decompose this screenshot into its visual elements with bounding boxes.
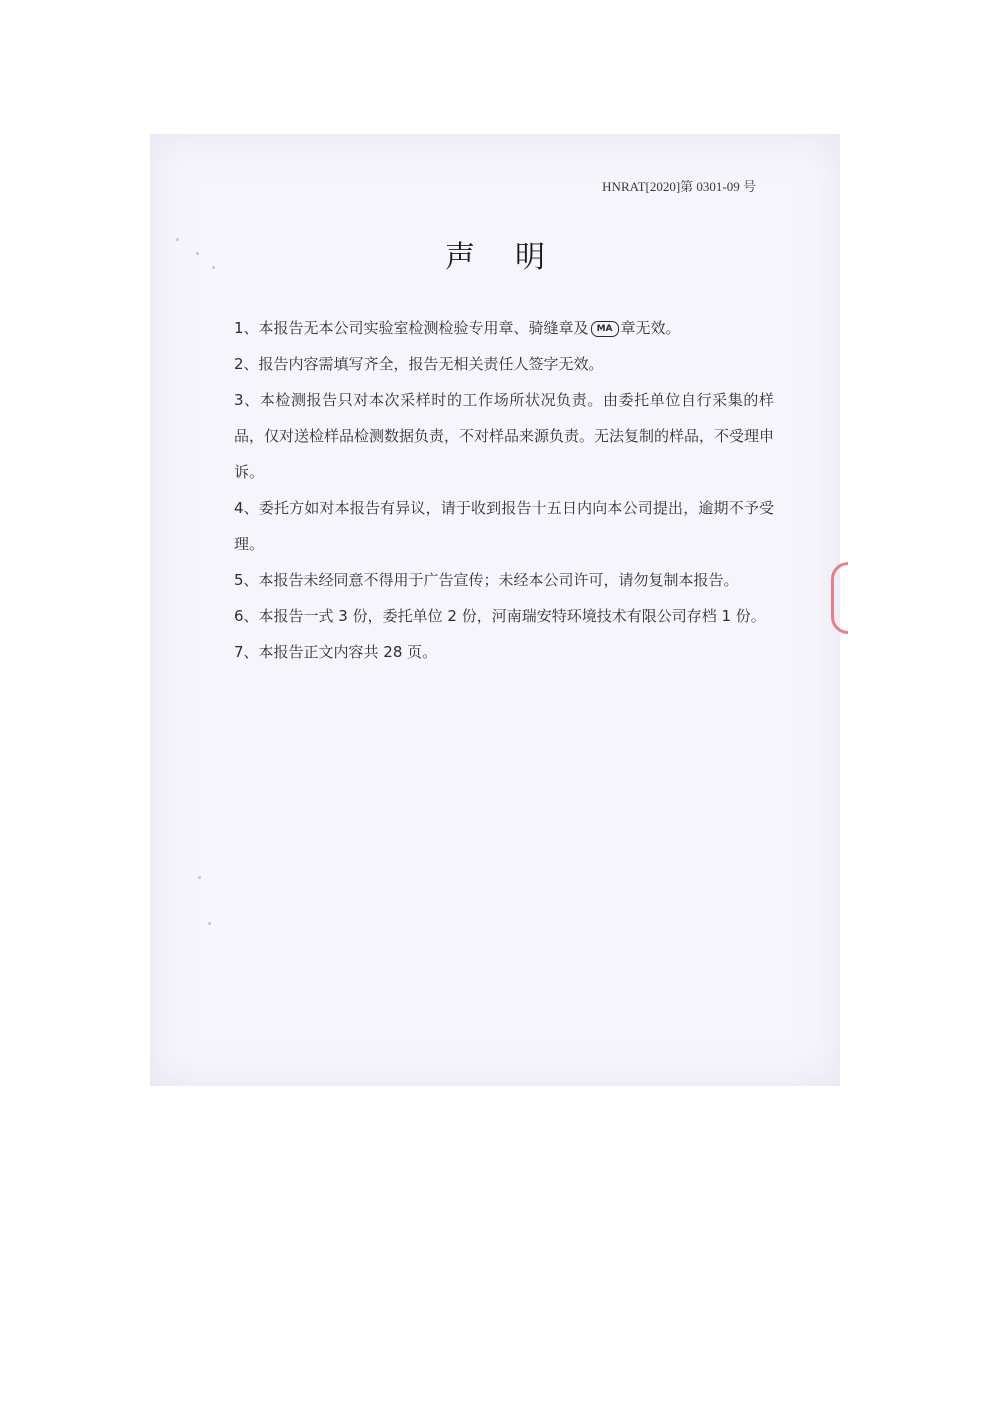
scanned-page <box>150 134 840 1086</box>
scan-speck <box>198 876 201 879</box>
statement-text: 1、本报告无本公司实验室检测检验专用章、骑缝章及 <box>234 319 589 337</box>
cma-mark-icon: MA <box>591 321 619 337</box>
statement-text: 章无效。 <box>620 319 681 337</box>
statement-list <box>234 310 774 670</box>
statement-item-7: 7、本报告正文内容共 28 页。 <box>234 643 438 661</box>
scan-speck <box>208 922 211 925</box>
statement-item-1 <box>234 310 774 346</box>
document-title: 声明 <box>445 240 585 275</box>
report-number: HNRAT[2020]第 0301-09 号 <box>602 179 756 194</box>
statement-item-4: 4、委托方如对本报告有异议，请于收到报告十五日内向本公司提出，逾期不予受理。 <box>234 499 774 553</box>
statement-item-5: 5、本报告未经同意不得用于广告宣传；未经本公司许可，请勿复制本报告。 <box>234 571 739 589</box>
statement-item-2: 2、报告内容需填写齐全，报告无相关责任人签字无效。 <box>234 355 604 373</box>
red-seal-fragment-icon <box>831 562 848 634</box>
statement-item-3: 3、本检测报告只对本次采样时的工作场所状况负责。由委托单位自行采集的样品，仅对送检样品检测数据负责，不对样品来源负责。无法复制的样品，不受理申诉。 <box>234 391 775 481</box>
statement-item-6: 6、本报告一式 3 份，委托单位 2 份，河南瑞安特环境技术有限公司存档 1 份。 <box>234 607 766 625</box>
